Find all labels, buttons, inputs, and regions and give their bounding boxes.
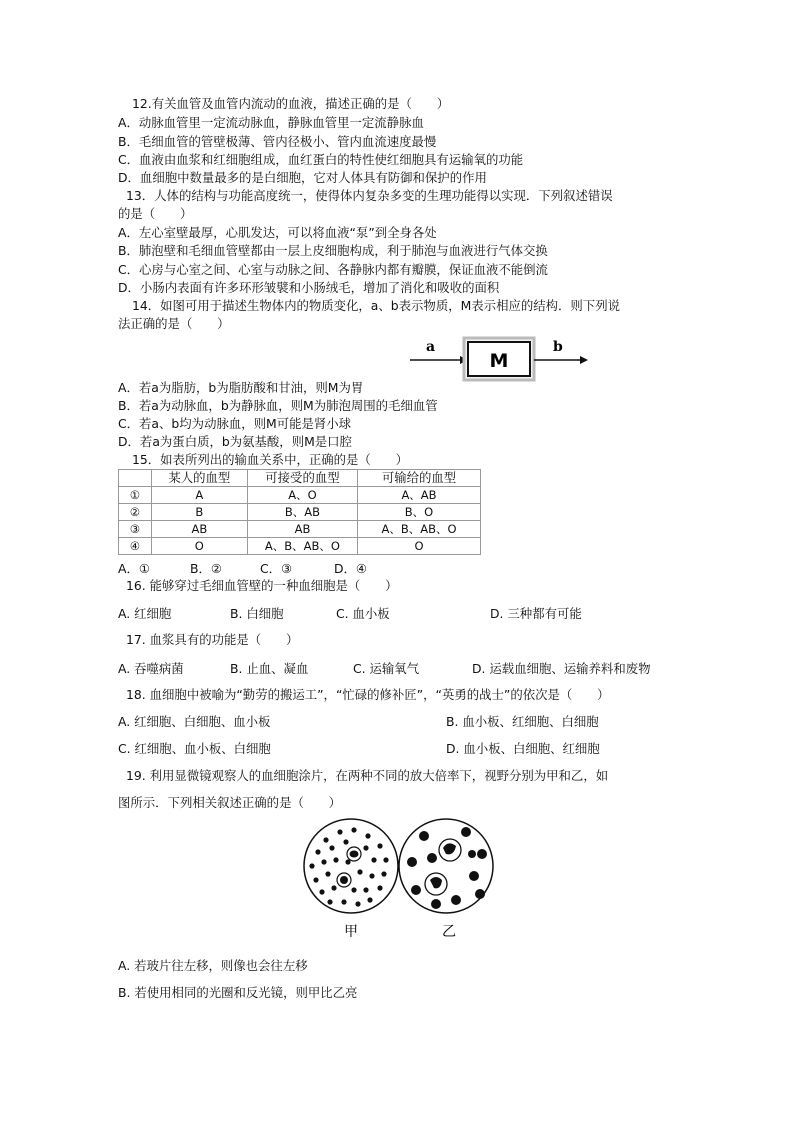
q14-stem-cont: 法正确的是（ ） [118, 316, 230, 331]
table-header-cell: 可接受的血型 [247, 470, 357, 487]
table-cell: A、B、AB、O [358, 521, 481, 538]
q12-option-c: C．血液由血浆和红细胞组成，血红蛋白的特性使红细胞具有运输氧的功能 [118, 152, 524, 167]
q19-option-a: A. 若玻片往左移，则像也会往左移 [118, 958, 308, 973]
q14-option-c: C．若a、b均为动脉血，则M可能是肾小球 [118, 416, 352, 431]
q14-option-a: A．若a为脂肪，b为脂肪酸和甘油，则M为胃 [118, 380, 364, 395]
q14-option-b: B．若a为动脉血，b为静脉血，则M为肺泡周围的毛细血管 [118, 398, 438, 413]
q14-diagram [408, 336, 592, 382]
q18-option-d: D. 血小板、白细胞、红细胞 [446, 741, 600, 756]
table-cell: B、AB [247, 504, 357, 521]
q16-option-d: D. 三种都有可能 [490, 606, 582, 621]
field-yi-label: 乙 [442, 924, 456, 940]
q15-option-d: D．④ [334, 561, 368, 576]
q12-option-b: B．毛细血管的管壁极薄、管内径极小、管内血流速度最慢 [118, 134, 437, 149]
q16-stem: 16. 能够穿过毛细血管壁的一种血细胞是（ ） [126, 578, 398, 593]
q19-option-b: B. 若使用相同的光圈和反光镜，则甲比乙亮 [118, 985, 358, 1000]
q13-stem-cont: 的是（ ） [118, 206, 193, 221]
table-cell: O [151, 538, 247, 555]
table-cell: B [151, 504, 247, 521]
q17-stem: 17. 血浆具有的功能是（ ） [126, 632, 299, 647]
q19-stem: 19. 利用显微镜观察人的血细胞涂片，在两种不同的放大倍率下，视野分别为甲和乙，如 [126, 768, 609, 783]
q19-microscope-fields [296, 818, 506, 942]
q13-option-d: D．小肠内表面有许多环形皱襞和小肠绒毛，增加了消化和吸收的面积 [118, 280, 500, 295]
q14-diagram-m-label: M [489, 350, 509, 372]
table-header-cell: 某人的血型 [151, 470, 247, 487]
table-cell: A [151, 487, 247, 504]
table-cell: AB [151, 521, 247, 538]
table-cell: A、B、AB、O [247, 538, 357, 555]
table-row [119, 504, 481, 521]
q16-option-a: A. 红细胞 [118, 606, 172, 621]
table-cell: ③ [119, 521, 152, 538]
q12-stem: 12.有关血管及血管内流动的血液，描述正确的是（ ） [132, 96, 450, 111]
q17-option-b: B. 止血、凝血 [230, 661, 309, 676]
q18-option-b: B. 血小板、红细胞、白细胞 [446, 714, 599, 729]
table-header-cell: 可输给的血型 [358, 470, 481, 487]
q18-option-c: C. 红细胞、血小板、白细胞 [118, 741, 271, 756]
q16-option-c: C. 血小板 [336, 606, 390, 621]
q13-option-c: C．心房与心室之间、心室与动脉之间、各静脉内都有瓣膜，保证血液不能倒流 [118, 262, 548, 277]
q14-option-d: D．若a为蛋白质，b为氨基酸，则M是口腔 [118, 434, 352, 449]
blood-type-table [118, 469, 481, 555]
table-cell: ④ [119, 538, 152, 555]
q12-option-d: D．血细胞中数量最多的是白细胞，它对人体具有防御和保护的作用 [118, 170, 487, 185]
table-row [119, 487, 481, 504]
q12-option-a: A．动脉血管里一定流动脉血，静脉血管里一定流静脉血 [118, 115, 424, 130]
q17-option-a: A. 吞噬病菌 [118, 661, 184, 676]
table-row [119, 521, 481, 538]
table-cell: AB [247, 521, 357, 538]
table-row [119, 538, 481, 555]
table-cell: O [358, 538, 481, 555]
table-cell: A、O [247, 487, 357, 504]
q17-option-d: D. 运载血细胞、运输养料和废物 [472, 661, 651, 676]
q13-stem: 13．人体的结构与功能高度统一，使得体内复杂多变的生理功能得以实现．下列叙述错误 [126, 188, 613, 203]
q15-stem: 15．如表所列出的输血关系中，正确的是（ ） [132, 452, 408, 467]
table-cell: ② [119, 504, 152, 521]
q14-diagram-a-label: a [426, 339, 436, 355]
table-header-row [119, 470, 481, 487]
field-jia-circle [304, 819, 398, 913]
table-cell: A、AB [358, 487, 481, 504]
table-header-cell [119, 470, 152, 487]
q19-stem-cont: 图所示．下列相关叙述正确的是（ ） [118, 795, 342, 810]
q17-option-c: C. 运输氧气 [353, 661, 420, 676]
q16-option-b: B. 白细胞 [230, 606, 284, 621]
table-cell: B、O [358, 504, 481, 521]
q15-option-c: C．③ [260, 561, 293, 576]
q18-option-a: A. 红细胞、白细胞、血小板 [118, 714, 271, 729]
q14-diagram-out-arrowhead [580, 356, 588, 364]
table-cell: ① [119, 487, 152, 504]
q15-option-b: B．② [190, 561, 222, 576]
q14-stem: 14．如图可用于描述生物体内的物质变化，a、b表示物质，M表示相应的结构．则下列说 [132, 298, 620, 313]
q18-stem: 18. 血细胞中被喻为“勤劳的搬运工”，“忙碌的修补匠”，“英勇的战士”的依次是（ ） [126, 687, 610, 702]
q14-diagram-b-label: b [553, 339, 563, 355]
q15-option-a: A．① [118, 561, 150, 576]
q13-option-b: B．肺泡壁和毛细血管壁都由一层上皮细胞构成，利于肺泡与血液进行气体交换 [118, 243, 548, 258]
field-jia-label: 甲 [344, 924, 358, 940]
q13-option-a: A．左心室壁最厚，心肌发达，可以将血液“泵”到全身各处 [118, 225, 437, 240]
